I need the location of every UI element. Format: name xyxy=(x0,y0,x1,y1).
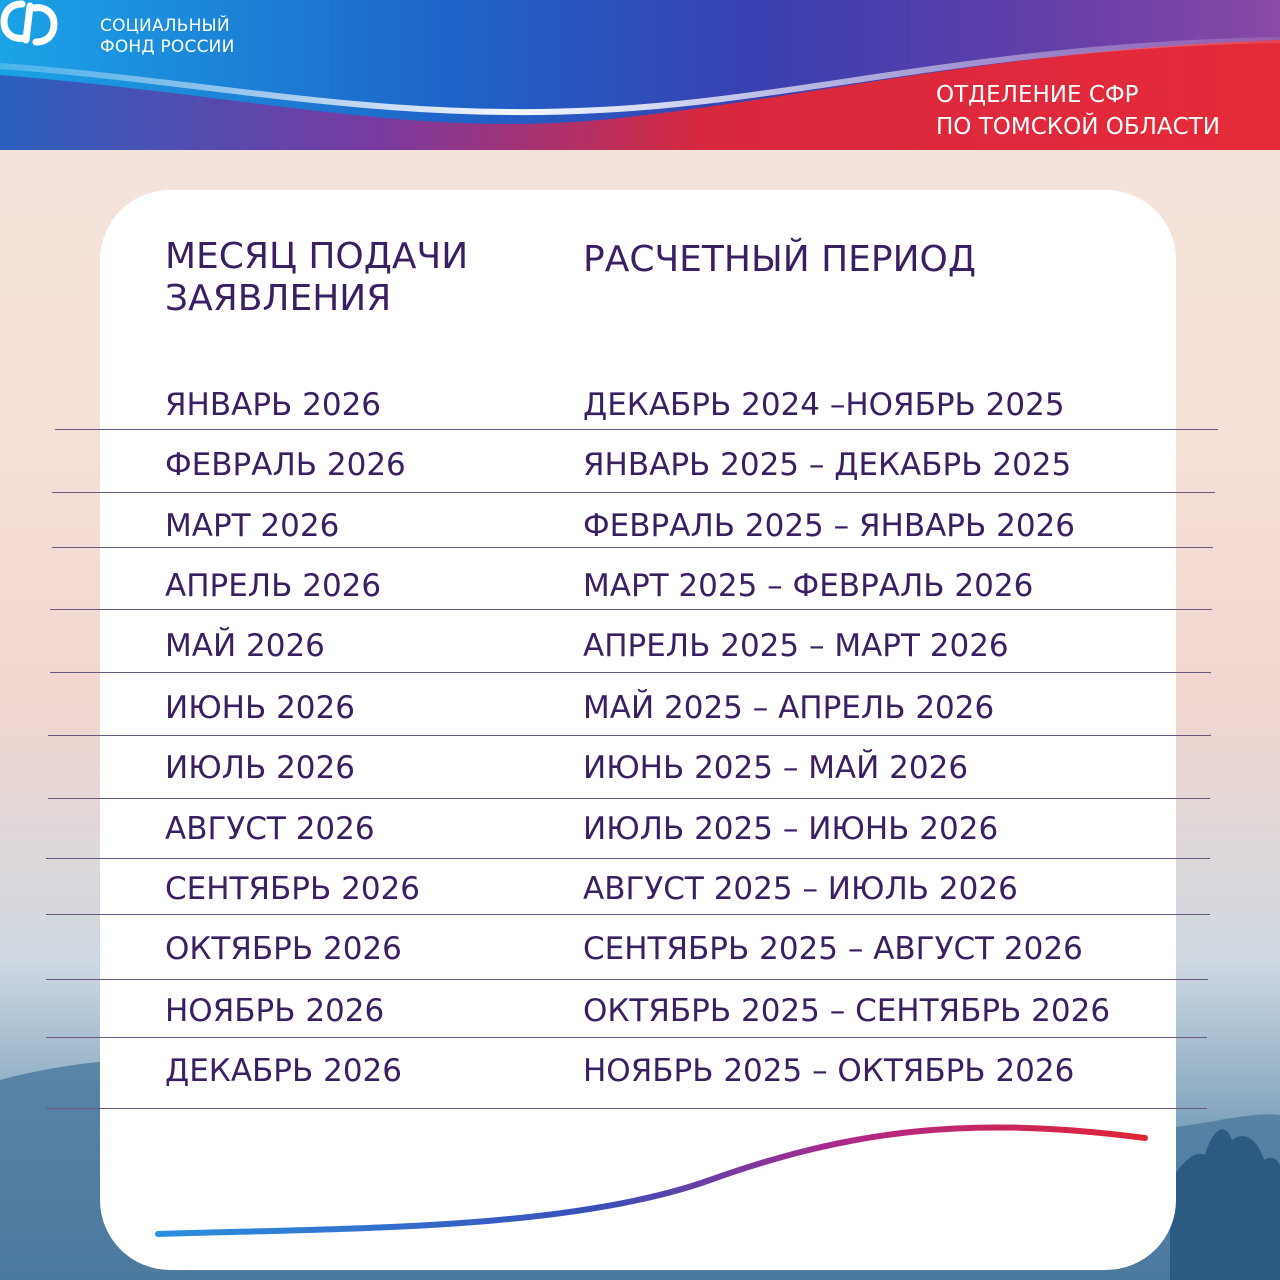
row-divider xyxy=(48,798,1210,799)
row-period: ДЕКАБРЬ 2024 –НОЯБРЬ 2025 xyxy=(583,387,1065,423)
row-month: СЕНТЯБРЬ 2026 xyxy=(165,871,420,907)
row-period: МАЙ 2025 – АПРЕЛЬ 2026 xyxy=(583,690,995,726)
row-month: МАЙ 2026 xyxy=(165,628,325,664)
row-period: ИЮЛЬ 2025 – ИЮНЬ 2026 xyxy=(583,811,999,847)
org-name-line1: СОЦИАЛЬНЫЙ xyxy=(100,16,230,36)
row-divider xyxy=(46,1108,1207,1109)
row-month: ЯНВАРЬ 2026 xyxy=(165,387,382,423)
column-header-period: РАСЧЕТНЫЙ ПЕРИОД xyxy=(583,239,977,280)
column-header-month-line2: ЗАЯВЛЕНИЯ xyxy=(165,278,392,319)
row-month: АВГУСТ 2026 xyxy=(165,811,375,847)
branch-name-line2: ПО ТОМСКОЙ ОБЛАСТИ xyxy=(936,114,1220,140)
row-month: ОКТЯБРЬ 2026 xyxy=(165,931,402,967)
row-divider xyxy=(46,914,1210,915)
row-divider xyxy=(52,492,1215,493)
row-month: ДЕКАБРЬ 2026 xyxy=(165,1053,402,1089)
row-period: АПРЕЛЬ 2025 – МАРТ 2026 xyxy=(583,628,1009,664)
row-period: МАРТ 2025 – ФЕВРАЛЬ 2026 xyxy=(583,568,1034,604)
row-period: ЯНВАРЬ 2025 – ДЕКАБРЬ 2025 xyxy=(583,447,1072,483)
row-divider xyxy=(52,547,1213,548)
decorative-wave xyxy=(150,1110,1160,1250)
column-header-month-line1: МЕСЯЦ ПОДАЧИ xyxy=(165,236,469,277)
row-period: ОКТЯБРЬ 2025 – СЕНТЯБРЬ 2026 xyxy=(583,993,1111,1029)
row-divider xyxy=(46,1037,1207,1038)
row-month: АПРЕЛЬ 2026 xyxy=(165,568,382,604)
row-period: ИЮНЬ 2025 – МАЙ 2026 xyxy=(583,750,969,786)
row-month: ИЮЛЬ 2026 xyxy=(165,750,355,786)
row-month: ИЮНЬ 2026 xyxy=(165,690,355,726)
row-month: НОЯБРЬ 2026 xyxy=(165,993,385,1029)
row-period: ФЕВРАЛЬ 2025 – ЯНВАРЬ 2026 xyxy=(583,508,1076,544)
row-period: СЕНТЯБРЬ 2025 – АВГУСТ 2026 xyxy=(583,931,1083,967)
row-divider xyxy=(50,672,1211,673)
row-divider xyxy=(50,609,1212,610)
row-period: НОЯБРЬ 2025 – ОКТЯБРЬ 2026 xyxy=(583,1053,1075,1089)
row-month: ФЕВРАЛЬ 2026 xyxy=(165,447,406,483)
row-month: МАРТ 2026 xyxy=(165,508,340,544)
org-name-line2: ФОНД РОССИИ xyxy=(100,37,235,57)
row-divider xyxy=(46,979,1208,980)
branch-name-line1: ОТДЕЛЕНИЕ СФР xyxy=(936,82,1139,108)
row-divider xyxy=(46,858,1210,859)
row-period: АВГУСТ 2025 – ИЮЛЬ 2026 xyxy=(583,871,1018,907)
row-divider xyxy=(55,429,1218,430)
row-divider xyxy=(48,735,1211,736)
